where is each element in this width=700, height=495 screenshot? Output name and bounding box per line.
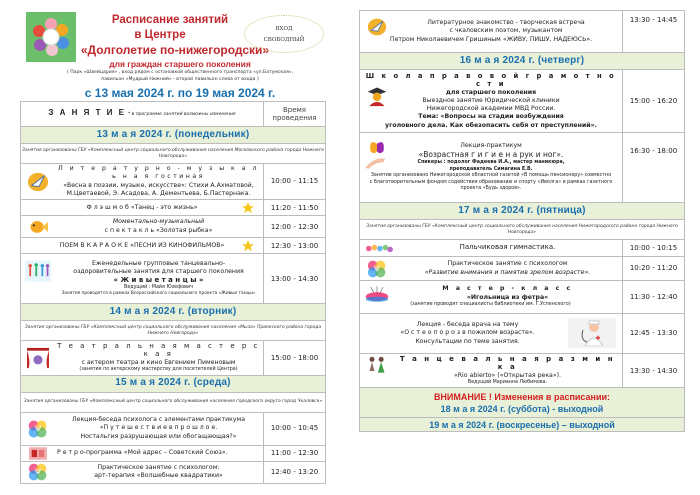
event-time: 10:00 - 10:15	[623, 240, 685, 257]
event-line: Практическое занятие с психологом	[447, 260, 568, 268]
stamp-line-2: СВОБОДНЫЙ	[263, 36, 305, 43]
svg-text:Ψ: Ψ	[35, 424, 41, 434]
event-line: Консультации по теме занятия.	[415, 337, 520, 345]
org-row	[21, 144, 326, 164]
event-time: 13:00 - 14:30	[264, 254, 326, 304]
day-title: 14 м а я 2024 г. (вторник)	[21, 304, 326, 321]
event-line: «Весна в поэзии, музыке, искусстве»: Стихи А.Ахматовой,	[63, 181, 254, 189]
event-row	[21, 445, 326, 461]
event-title: Моментально-музыкальный	[112, 218, 205, 226]
table-header-row	[21, 102, 326, 127]
title-line-3: «Долголетие по-нижегородски»	[80, 43, 270, 57]
psychology-icon	[364, 257, 390, 281]
event-row	[21, 412, 326, 445]
title-line-4: для граждан старшего поколения	[109, 59, 251, 69]
event-title: «Игольница из фетра»	[466, 293, 549, 301]
event-line: Выездное занятие Юридической клиники	[422, 96, 560, 104]
day-title: 13 м а я 2024 г. (понедельник)	[21, 127, 326, 144]
psychology-icon	[25, 460, 51, 484]
day-title: 17 м а я 2024 г. (пятница)	[360, 203, 685, 220]
event-title: Т е а т р а л ь н а я м а с т е р с к а я	[57, 342, 260, 359]
event-title: ПОЕМ В К А Р А О К Е «ПЕСНИ ИЗ КИНОФИЛЬМОВ»	[59, 241, 225, 249]
event-title: Р е т р о-программа «Мой адрес – Советский Союз».	[57, 448, 228, 456]
notice-cell	[360, 388, 685, 418]
event-cell	[21, 164, 264, 200]
event-line: для старшего поколения	[445, 88, 537, 96]
event-time: 11:00 - 12:30	[264, 445, 326, 461]
org-row	[21, 321, 326, 341]
event-time: 13:30 - 14:30	[623, 354, 685, 388]
event-time: 15:00 - 16:20	[623, 70, 685, 133]
event-line: Лекция-беседа психолога с элементами практикума	[71, 416, 245, 424]
event-cell	[21, 412, 264, 445]
doctor-icon	[568, 318, 616, 348]
event-row	[21, 216, 326, 238]
event-title: Ф л э ш м о б «Танец - это жизнь»	[86, 203, 198, 211]
event-line: Практическое занятие с психологом:	[97, 463, 220, 471]
event-time: 10:00 - 10:45	[264, 412, 326, 445]
event-line: М.Цветаевой, Э. Асадова, А. Дементьева, Б.Пастернака.	[66, 189, 251, 197]
goldfish-icon	[25, 215, 51, 239]
event-title: « Ж и в ы е т а н ц ы »	[113, 276, 204, 285]
event-title: Пальчиковая гимнастика.	[459, 243, 556, 252]
event-org-note: Занятие организовано Нижегородской областной газетой «В помощь пенсионеру» совместно с благотворительным фондом содействия образованию и спорту «Иволга» в рамках газетного проекта «Будь здоров».	[369, 173, 613, 192]
event-row	[360, 354, 685, 388]
svg-text:Ψ: Ψ	[35, 467, 41, 477]
schedule-table-left	[20, 101, 326, 484]
event-cell	[360, 240, 623, 257]
event-row	[21, 238, 326, 254]
schedule-table-right	[359, 10, 685, 432]
time-header-line-1: Время	[282, 106, 307, 114]
event-cell	[21, 216, 264, 238]
event-label: Лекция-практикум	[460, 142, 522, 150]
event-time: 13:30 - 14:45	[623, 11, 685, 53]
org-row	[360, 220, 685, 240]
event-row	[21, 164, 326, 200]
event-time: 12:45 - 13:30	[623, 314, 685, 354]
event-host: Ведущий Марианна Любимова.	[467, 379, 548, 385]
event-label: М а с т е р - к л а с с	[442, 285, 573, 293]
event-cell	[360, 11, 623, 53]
event-topic: уголовного дела. Как обезопасить себя от преступлений».	[385, 121, 597, 129]
activity-header-label: З А Н Я Т И Е	[48, 107, 126, 117]
time-header	[264, 102, 326, 127]
event-row	[360, 257, 685, 281]
address-line-1: ( Парк «Швейцария» , вход рядом с остановкой общественного транспорта «ул.Батумская»,	[66, 70, 294, 75]
event-line: с п е к т а к л ь «Золотая рыбка»	[104, 226, 213, 234]
day-row-tuesday	[21, 304, 326, 321]
event-line: Ностальгия разрушающая или обогащающая?»	[80, 432, 237, 440]
event-title: «Развитие внимания и памятив зрелом возрасте».	[424, 268, 591, 276]
center-logo-icon	[26, 12, 76, 62]
event-time: 10:00 - 11:15	[264, 164, 326, 200]
event-cell	[360, 281, 623, 314]
event-title: Ш к о л а п р а в о в о й г р а м о т н о с т и	[365, 71, 617, 89]
free-entry-stamp	[244, 15, 324, 53]
event-cell	[360, 354, 623, 388]
pincushion-icon	[364, 282, 390, 306]
changes-note: * в программе занятий возможны изменения	[127, 111, 236, 117]
notice-row	[360, 418, 685, 432]
event-row	[21, 461, 326, 483]
activity-header	[21, 102, 264, 127]
event-speakers: преподаватель Симагина Е.В.	[449, 166, 533, 172]
event-title: «О с т е о п о р о з в пожилом возрасте».	[400, 329, 535, 337]
event-cell	[21, 341, 264, 375]
org-text: Занятия организованы ГБУ «Комплексный центр социального обслуживания населения «Мыза» Приокского района города Нижнего Новгорода»	[21, 321, 326, 341]
event-line: «Rio abierto» («Открытая река»).	[453, 371, 562, 379]
org-text: Занятия организованы ГБУ «Комплексный центр социального обслуживания населения Московского района города Нижнего Новгорода»	[21, 144, 326, 164]
hands-icon	[364, 241, 394, 255]
event-time: 12:00 - 12:30	[264, 216, 326, 238]
event-time: 12:40 - 13:20	[264, 461, 326, 483]
event-row	[360, 281, 685, 314]
time-header-line-2: проведения	[272, 114, 317, 122]
saturday-off: 18 м а я 2024 г. (суббота) - выходной	[440, 403, 604, 414]
event-line: (занятия по актерскому мастерству для посетителей Центра)	[79, 367, 238, 373]
event-line: Нижегородской академии МВД России.	[426, 105, 556, 113]
event-cell	[21, 461, 264, 483]
event-line: оздоровительные занятия для старшего поколения	[73, 268, 244, 276]
event-cell	[360, 257, 623, 281]
event-line: (занятие проводят специалисты библиотеки им. Г.Успенского)	[410, 302, 571, 308]
event-line: Петром Николаевичем Гришиным «ЖИВУ, ПИШУ, НАДЕЮСЬ».	[389, 35, 593, 43]
address	[40, 70, 320, 83]
event-speakers: Спикеры : подолог Фадеева И.А., мастер маникюра,	[417, 160, 565, 166]
title-line-1: Расписание занятий	[111, 14, 229, 26]
event-cell	[360, 133, 623, 203]
event-time: 10:20 - 11:20	[623, 257, 685, 281]
stamp-line-1: ВХОД	[275, 25, 293, 32]
theatre-icon	[25, 346, 51, 370]
event-row	[360, 133, 685, 203]
event-cell	[21, 254, 264, 304]
event-line: с чкаловским поэтом, музыкантом	[449, 27, 563, 35]
event-title: «П у т е ш е с т в и е в п р о ш л о е.	[99, 424, 218, 432]
star-icon	[241, 201, 255, 215]
org-row	[21, 392, 326, 412]
event-cell	[21, 445, 264, 461]
event-row	[21, 341, 326, 375]
day-row-friday	[360, 203, 685, 220]
svg-text:Ψ: Ψ	[374, 264, 380, 273]
retro-icon	[25, 446, 51, 460]
event-row	[360, 314, 685, 354]
event-label: Лекция - беседа врача на тему	[416, 321, 519, 329]
event-time: 11:30 - 12:40	[623, 281, 685, 314]
day-title: 15 м а я 2024 г. (среда)	[21, 375, 326, 392]
event-line: Еженедельные групповые танцевально-	[91, 259, 226, 267]
star-icon	[241, 239, 255, 253]
right-page	[350, 0, 700, 495]
day-row-thursday	[360, 53, 685, 70]
sunday-off: 19 м а я 2024 г. (воскресенье) – выходной	[360, 418, 685, 432]
event-title: арт-терапия «Волшебные квадратики»	[94, 472, 223, 480]
event-cell	[21, 200, 264, 216]
event-row	[360, 11, 685, 53]
date-range: с 13 мая 2024 г. по 19 мая 2024 г.	[84, 86, 276, 100]
event-time: 12:30 - 13:00	[264, 238, 326, 254]
org-text: Занятия организованы ГБУ «Комплексный центр социального обслуживания населения Нижегородского района города Нижнего Новгорода»	[360, 220, 685, 240]
event-time: 16:30 - 18:00	[623, 133, 685, 203]
day-row-wednesday	[21, 375, 326, 392]
event-project-note: Занятия проводятся в рамках Всероссийского социального проекта «Живые танцы»	[61, 291, 256, 297]
address-line-2: павильон «Мудрый Нижний» - второй павильон слева от входа )	[101, 76, 259, 82]
event-row	[21, 254, 326, 304]
event-row	[360, 240, 685, 257]
org-text: Занятия организованы ГБУ «Комплексный центр социального обслуживания населения городского округа город Чкаловск»	[21, 392, 326, 412]
event-host: Ведущий : Майя Юзефович	[124, 284, 193, 290]
event-title: Литературное знакомство - творческая встреча	[427, 19, 585, 27]
title-line-2: в Центре	[134, 29, 186, 41]
event-time: 15:00 - 18:00	[264, 341, 326, 375]
event-cell	[360, 314, 623, 354]
event-row	[21, 200, 326, 216]
event-line: с актером театра и кино Евгением Пименовым	[81, 358, 236, 366]
event-time: 11:20 - 11:50	[264, 200, 326, 216]
event-title: Л и т е р а т у р н о - м у з ы к а л ь н а я гостиная	[58, 165, 259, 181]
notice-row	[360, 388, 685, 418]
day-row-monday	[21, 127, 326, 144]
dance-couple-icon	[364, 354, 390, 378]
quill-icon	[364, 15, 390, 39]
psychology-icon	[25, 417, 51, 441]
event-title: «Возрастная г и г и е н а рук и ног».	[418, 150, 564, 160]
event-row	[360, 70, 685, 133]
event-title: Т а н ц е в а л ь н а я р а з м и н к а	[399, 355, 616, 372]
attention-text: ВНИМАНИЕ ! Изменения в расписании:	[433, 391, 611, 402]
butterfly-hand-icon	[364, 137, 390, 171]
dancers-icon	[25, 259, 51, 283]
event-topic: Тема: «Вопросы на стадии возбуждения	[418, 113, 564, 121]
day-title: 16 м а я 2024 г. (четверг)	[360, 53, 685, 70]
graduate-icon	[364, 84, 390, 108]
quill-icon	[25, 170, 51, 194]
event-cell	[21, 238, 264, 254]
event-cell	[360, 70, 623, 133]
